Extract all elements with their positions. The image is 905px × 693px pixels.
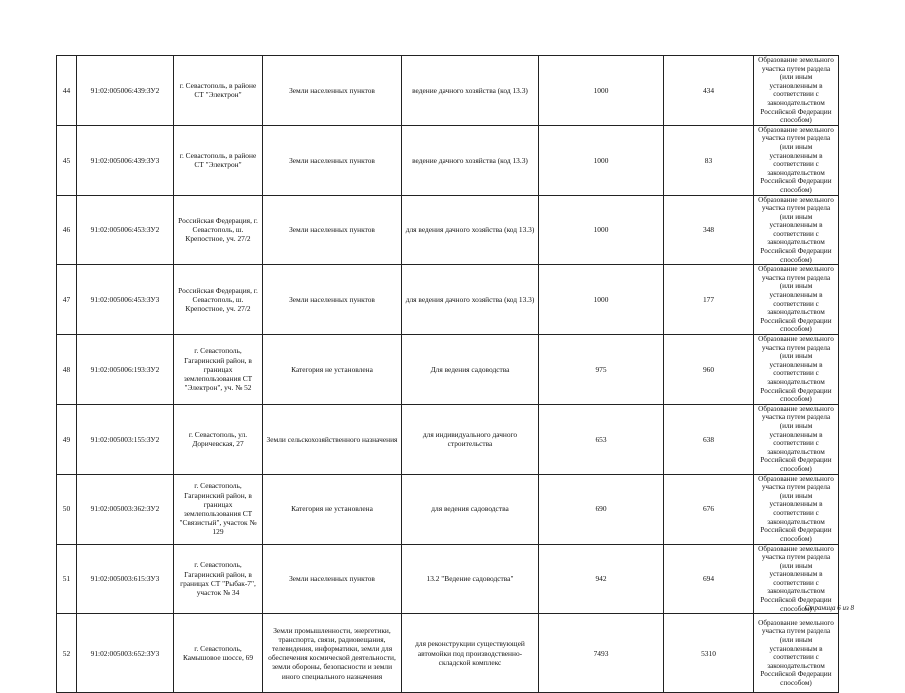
address: г. Севастополь, Гагаринский район, в границах землепользования СТ "Электрон", уч. № 52	[174, 335, 263, 405]
area-part: 960	[664, 335, 754, 405]
cadastral-number: 91:02:005003:652:ЗУ3	[77, 614, 174, 693]
address: Российская Федерация, г. Севастополь, ш. Крепостное, уч. 27/2	[174, 265, 263, 335]
area-total: 690	[539, 474, 664, 544]
area-total: 653	[539, 404, 664, 474]
area-part: 177	[664, 265, 754, 335]
land-category: Земли населенных пунктов	[263, 265, 402, 335]
table-row	[57, 265, 839, 335]
table-row	[57, 544, 839, 614]
land-category: Земли сельскохозяйственного назначения	[263, 404, 402, 474]
address: г. Севастополь, Гагаринский район, в границах СТ "Рыбак-7", участок № 34	[174, 544, 263, 614]
land-category: Земли населенных пунктов	[263, 195, 402, 265]
row-number: 52	[57, 614, 77, 693]
area-part: 348	[664, 195, 754, 265]
land-category: Земли населенных пунктов	[263, 125, 402, 195]
table-row	[57, 474, 839, 544]
table-row	[57, 125, 839, 195]
area-total: 1000	[539, 125, 664, 195]
address: г. Севастополь, ул. Доричевская, 27	[174, 404, 263, 474]
land-category: Земли населенных пунктов	[263, 56, 402, 126]
formation-basis: Образование земельного участка путем раздела (или иным установленным в соответствии с законодательством Российской Федерации способом)	[754, 474, 839, 544]
area-part: 676	[664, 474, 754, 544]
address: г. Севастополь, Камышовое шоссе, 69	[174, 614, 263, 693]
permitted-use: для индивидуального дачного строительства	[402, 404, 539, 474]
address: г. Севастополь, в районе СТ "Электрон"	[174, 56, 263, 126]
formation-basis: Образование земельного участка путем раздела (или иным установленным в соответствии с законодательством Российской Федерации способом)	[754, 404, 839, 474]
table-row	[57, 335, 839, 405]
formation-basis: Образование земельного участка путем раздела (или иным установленным в соответствии с законодательством Российской Федерации способом)	[754, 335, 839, 405]
permitted-use: Для ведения садоводства	[402, 335, 539, 405]
area-total: 942	[539, 544, 664, 614]
formation-basis: Образование земельного участка путем раздела (или иным установленным в соответствии с законодательством Российской Федерации способом)	[754, 614, 839, 693]
land-category: Земли населенных пунктов	[263, 544, 402, 614]
row-number: 46	[57, 195, 77, 265]
page-number: Страница 6 из 8	[804, 604, 854, 612]
area-part: 5310	[664, 614, 754, 693]
area-total: 1000	[539, 56, 664, 126]
area-part: 83	[664, 125, 754, 195]
address: г. Севастополь, в районе СТ "Электрон"	[174, 125, 263, 195]
formation-basis: Образование земельного участка путем раздела (или иным установленным в соответствии с законодательством Российской Федерации способом)	[754, 125, 839, 195]
row-number: 48	[57, 335, 77, 405]
area-part: 694	[664, 544, 754, 614]
land-category: Категория не установлена	[263, 474, 402, 544]
land-plots-table	[56, 55, 839, 693]
permitted-use: для ведения дачного хозяйства (код 13.3)	[402, 265, 539, 335]
table-row	[57, 195, 839, 265]
cadastral-number: 91:02:005006:453:ЗУ2	[77, 195, 174, 265]
area-total: 975	[539, 335, 664, 405]
table-row	[57, 404, 839, 474]
address: Российская Федерация, г. Севастополь, ш. Крепостное, уч. 27/2	[174, 195, 263, 265]
cadastral-number: 91:02:005006:439:ЗУ3	[77, 125, 174, 195]
row-number: 44	[57, 56, 77, 126]
formation-basis: Образование земельного участка путем раздела (или иным установленным в соответствии с законодательством Российской Федерации способом)	[754, 56, 839, 126]
cadastral-number: 91:02:005003:362:ЗУ2	[77, 474, 174, 544]
row-number: 50	[57, 474, 77, 544]
table-row	[57, 56, 839, 126]
row-number: 49	[57, 404, 77, 474]
area-total: 1000	[539, 195, 664, 265]
permitted-use: для реконструкции существующей автомойки под производственно-складской комплекс	[402, 614, 539, 693]
cadastral-number: 91:02:005006:453:ЗУ3	[77, 265, 174, 335]
formation-basis: Образование земельного участка путем раздела (или иным установленным в соответствии с законодательством Российской Федерации способом)	[754, 265, 839, 335]
area-part: 638	[664, 404, 754, 474]
permitted-use: 13.2 "Ведение садоводства"	[402, 544, 539, 614]
cadastral-number: 91:02:005006:439:ЗУ2	[77, 56, 174, 126]
row-number: 51	[57, 544, 77, 614]
land-category: Категория не установлена	[263, 335, 402, 405]
permitted-use: для ведения садоводства	[402, 474, 539, 544]
land-category: Земли промышленности, энергетики, транспорта, связи, радиовещания, телевидения, информатики, земли для обеспечения космической деятельности, земли обороны, безопасности и земли иного специального назначения	[263, 614, 402, 693]
cadastral-number: 91:02:005006:193:ЗУ2	[77, 335, 174, 405]
row-number: 47	[57, 265, 77, 335]
formation-basis: Образование земельного участка путем раздела (или иным установленным в соответствии с законодательством Российской Федерации способом)	[754, 195, 839, 265]
area-part: 434	[664, 56, 754, 126]
area-total: 1000	[539, 265, 664, 335]
formation-basis: Образование земельного участка путем раздела (или иным установленным в соответствии с законодательством Российской Федерации способом)	[754, 544, 839, 614]
row-number: 45	[57, 125, 77, 195]
table-row	[57, 614, 839, 693]
cadastral-number: 91:02:005003:155:ЗУ2	[77, 404, 174, 474]
address: г. Севастополь, Гагаринский район, в границах землепользования СТ "Связистый", участок № 129	[174, 474, 263, 544]
permitted-use: ведение дачного хозяйства (код 13.3)	[402, 56, 539, 126]
permitted-use: для ведения дачного хозяйства (код 13.3)	[402, 195, 539, 265]
area-total: 7493	[539, 614, 664, 693]
cadastral-number: 91:02:005003:615:ЗУ3	[77, 544, 174, 614]
permitted-use: ведение дачного хозяйства (код 13.3)	[402, 125, 539, 195]
